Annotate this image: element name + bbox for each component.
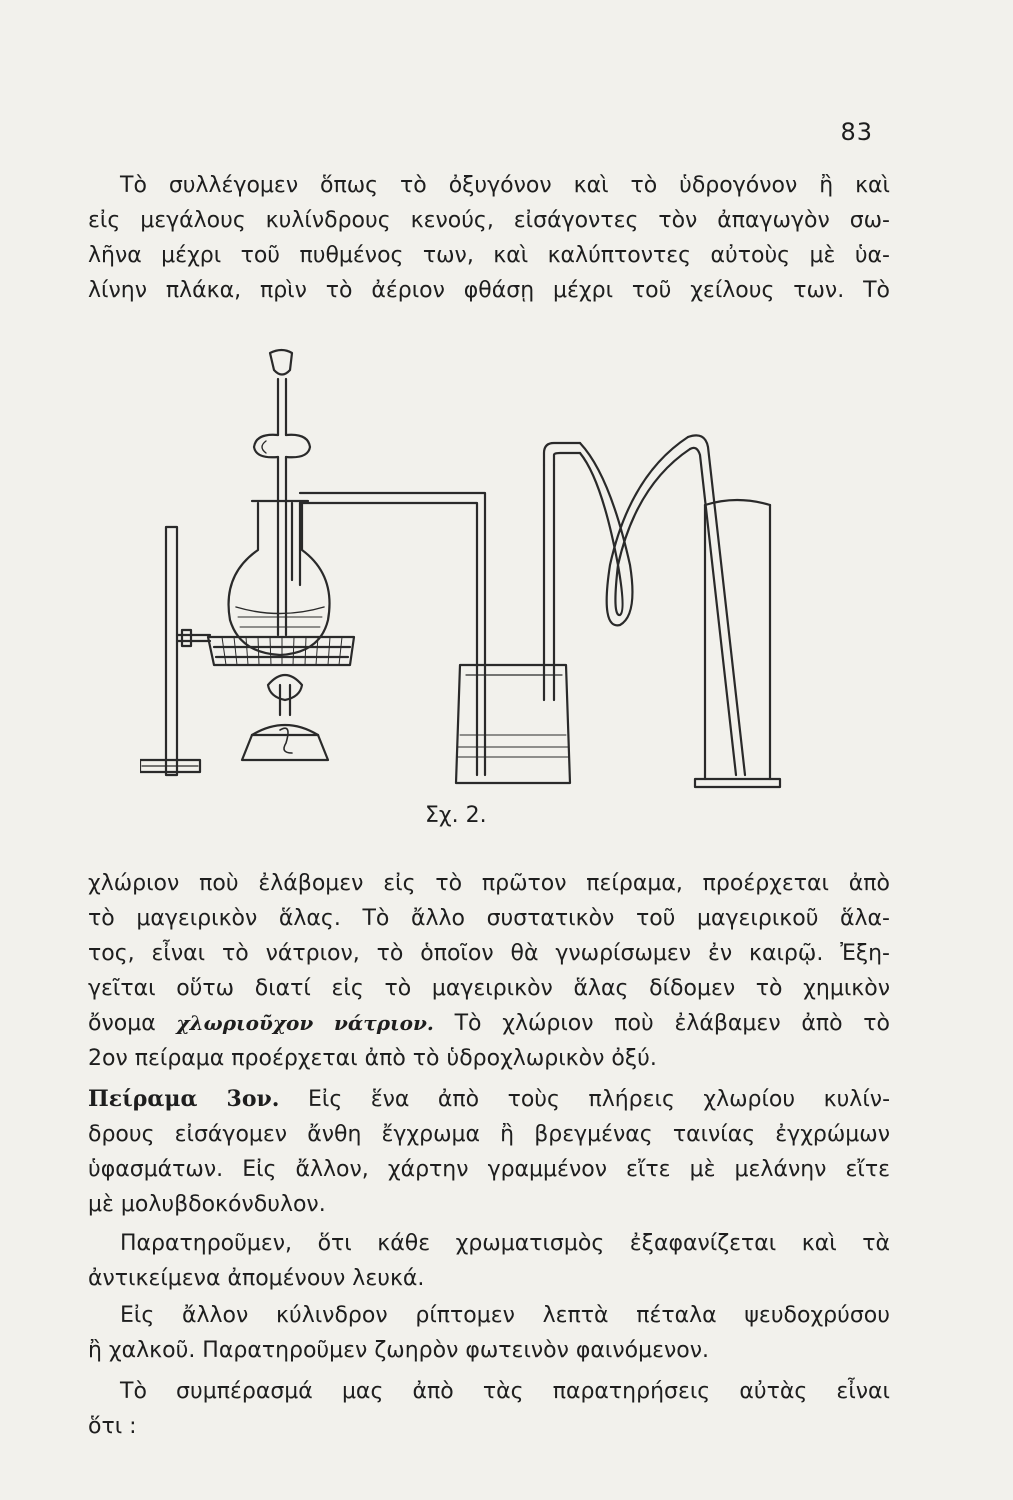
text-line: ἀντικείμενα ἀπομένουν λευκά. <box>88 1266 425 1291</box>
text-line: 2ον πείραμα προέρχεται ἀπὸ τὸ ὑδροχλωρικὸν ὀξύ. <box>88 1046 657 1071</box>
text-line: ἢ χαλκοῦ. Παρατηροῦμεν ζωηρὸν φωτεινὸν φαινόμενον. <box>88 1338 710 1363</box>
figure-caption: Σχ. 2. <box>425 803 487 828</box>
text-fragment: Τὸ χλώριον ποὺ ἐλάβαμεν ἀπὸ τὸ <box>454 1011 891 1036</box>
text-line: τὸ μαγειρικὸν ἅλας. Τὸ ἄλλο συστατικὸν τοῦ μαγειρικοῦ ἅλα- <box>88 906 890 931</box>
text-line: ὑφασμάτων. Εἰς ἄλλον, χάρτην γραμμένον εἴτε μὲ μελάνην εἴτε <box>88 1157 890 1182</box>
rubber-tube <box>580 435 745 775</box>
heating-ring <box>208 637 354 665</box>
text-line: Τὸ συλλέγομεν ὅπως τὸ ὀξυγόνον καὶ τὸ ὑδρογόνον ἢ καὶ <box>120 173 890 198</box>
delivery-tube <box>292 493 485 775</box>
text-fragment: Εἰς ἕνα ἀπὸ τοὺς πλήρεις χλωρίου κυλίν- <box>307 1087 891 1112</box>
collecting-cylinder <box>695 500 780 787</box>
retort-stand <box>140 527 210 775</box>
text-line <box>88 1006 890 1041</box>
paragraph-6 <box>88 1374 890 1444</box>
text-line <box>88 1082 890 1117</box>
paragraph-1 <box>88 168 890 308</box>
text-line: Τὸ συμπέρασμά μας ἀπὸ τὰς παρατηρήσεις αὐτὰς εἶναι <box>120 1379 890 1404</box>
text-line: Εἰς ἄλλον κύλινδρον ρίπτομεν λεπτὰ πέταλα ψευδοχρύσου <box>120 1303 890 1328</box>
text-line: ὅτι : <box>88 1414 137 1439</box>
paragraph-5 <box>88 1298 890 1368</box>
burner <box>242 675 328 760</box>
experiment-3-paragraph <box>88 1082 890 1222</box>
chemical-term: χλωριοῦχον νάτριον. <box>176 1011 434 1035</box>
text-line: δρους εἰσάγομεν ἄνθη ἔγχρωμα ἢ βρεγμένας ταινίας ἐγχρώμων <box>88 1122 890 1147</box>
text-line: Παρατηροῦμεν, ὅτι κάθε χρωματισμὸς ἐξαφανίζεται καὶ τὰ <box>120 1231 890 1256</box>
experiment-heading: Πείραμα 3ον. <box>88 1086 280 1112</box>
text-fragment: ὄνομα <box>88 1011 156 1036</box>
text-line: χλώριον ποὺ ἐλάβομεν εἰς τὸ πρῶτον πείραμα, προέρχεται ἀπὸ <box>88 871 890 896</box>
text-line: λίνην πλάκα, πρὶν τὸ ἀέριον φθάσῃ μέχρι τοῦ χείλους των. Τὸ <box>88 278 890 303</box>
paragraph-2 <box>88 866 890 1076</box>
text-line: εἰς μεγάλους κυλίνδρους κενούς, εἰσάγοντες τὸν ἀπαγωγὸν σω- <box>88 208 890 233</box>
text-line: μὲ μολυβδοκόνδυλον. <box>88 1192 326 1217</box>
text-line: λῆνα μέχρι τοῦ πυθμένος των, καὶ καλύπτοντες αὐτοὺς μὲ ὑα- <box>88 243 890 268</box>
chlorine-apparatus-illustration <box>140 335 900 805</box>
text-line: τος, εἶναι τὸ νάτριον, τὸ ὁποῖον θὰ γνωρίσωμεν ἐν καιρῷ. Ἐξη- <box>88 941 890 966</box>
page-number: 83 <box>840 118 873 146</box>
paragraph-4 <box>88 1226 890 1296</box>
text-line: γεῖται οὕτω διατί εἰς τὸ μαγειρικὸν ἅλας δίδομεν τὸ χημικὸν <box>88 976 890 1001</box>
